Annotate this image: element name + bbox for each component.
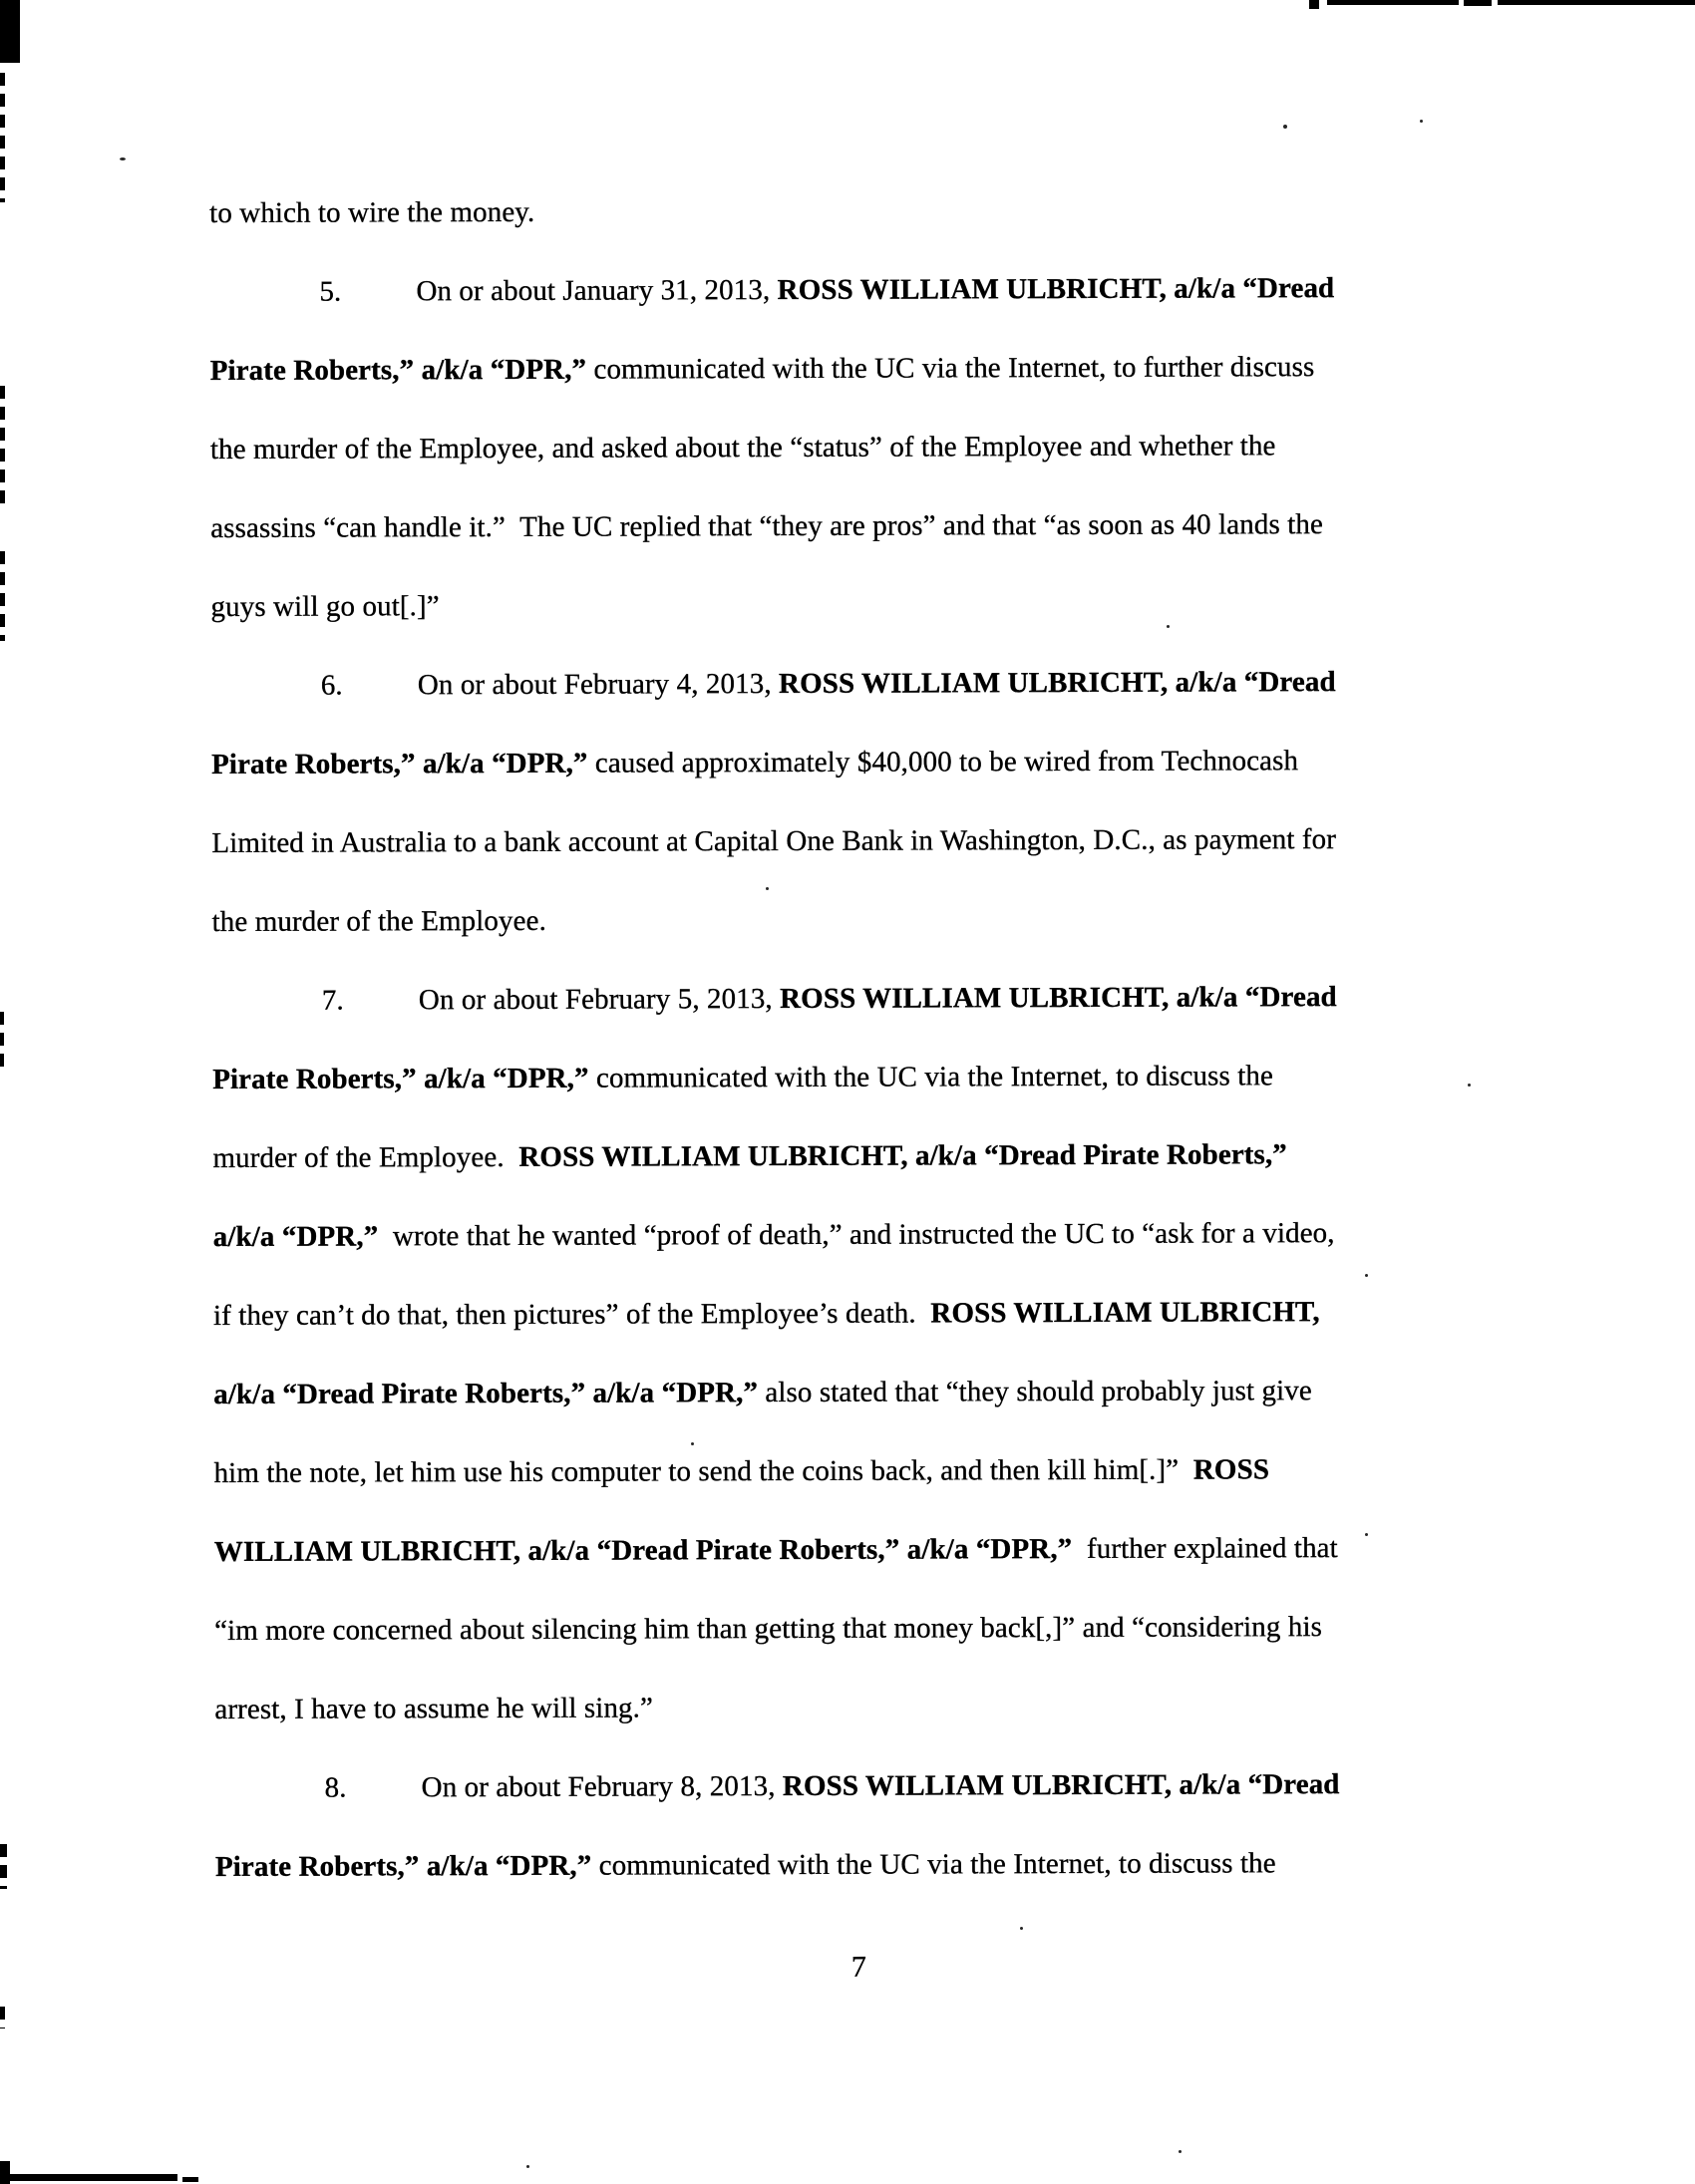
text-line: [213, 1193, 1539, 1277]
text-segment: murder of the Employee.: [212, 1140, 519, 1174]
scan-top-right-nub: [1309, 0, 1319, 9]
text-segment-bold: a/k/a “Dread Pirate Roberts,” a/k/a “DPR,”: [213, 1377, 759, 1410]
text-segment: if they can’t do that, then pictures” of the Employee’s death.: [212, 1297, 931, 1332]
scan-edge-left-dashes-3: [0, 551, 5, 641]
scan-edge-left-dashes-6: [0, 2007, 5, 2028]
text-line: [210, 563, 1536, 647]
document-text: [209, 169, 1541, 2009]
scan-speck: [1179, 2150, 1182, 2153]
text-segment-bold: ROSS WILLIAM ULBRICHT, a/k/a “Dread Pirate Roberts,”: [518, 1138, 1287, 1173]
text-segment: communicated with the UC via the Internet, to discuss the: [591, 1847, 1276, 1882]
text-line: [210, 484, 1536, 568]
scan-bottom-line: [0, 2174, 177, 2181]
text-segment: On or about January 31, 2013,: [416, 274, 778, 308]
text-segment-bold: WILLIAM ULBRICHT, a/k/a “Dread Pirate Roberts,” a/k/a “DPR,”: [213, 1532, 1073, 1568]
text-segment: guys will go out[.]”: [210, 590, 440, 623]
text-line: [212, 1036, 1538, 1119]
text-segment-bold: Pirate Roberts,” a/k/a “DPR,”: [209, 353, 587, 387]
text-segment: On or about February 5, 2013,: [418, 983, 781, 1017]
page-number: 7: [850, 1950, 866, 1984]
scan-top-right-line-3: [1498, 0, 1695, 5]
text-segment: wrote that he wanted “proof of death,” and instructed the UC to “ask for a video,: [378, 1217, 1335, 1253]
paragraph-number: 6.: [320, 669, 343, 702]
scan-top-right-line-2: [1464, 0, 1492, 6]
scan-edge-left-dashes-5: [0, 1844, 7, 1889]
text-segment-bold: a/k/a “DPR,”: [212, 1220, 379, 1253]
scan-bottom-line-tick: [182, 2177, 198, 2182]
text-line-paragraph-8-start: [215, 1744, 1541, 1828]
text-line: [211, 721, 1537, 804]
paragraph-number: 8.: [324, 1771, 347, 1804]
scan-edge-left-dashes-2: [0, 386, 5, 510]
text-segment: also stated that “they should probably just give: [757, 1375, 1312, 1409]
text-line: [215, 1823, 1541, 1907]
scan-speck: [526, 2165, 529, 2168]
scan-edge-left-dashes-4: [0, 1012, 4, 1070]
text-segment: the murder of the Employee.: [211, 904, 546, 938]
text-line: [214, 1666, 1540, 1749]
text-segment: On or about February 8, 2013,: [421, 1770, 783, 1804]
text-segment-bold: ROSS WILLIAM ULBRICHT, a/k/a “Dread: [777, 272, 1335, 307]
text-line: [210, 327, 1536, 411]
text-segment: him the note, let him use his computer to send the coins back, and then kill him[.]”: [213, 1453, 1193, 1489]
text-line: [213, 1351, 1539, 1434]
text-line-paragraph-5-start: [209, 248, 1535, 332]
text-line: [212, 1114, 1538, 1198]
scan-speck: [1420, 120, 1423, 123]
text-segment: to which to wire the money.: [209, 195, 535, 229]
text-line: [213, 1429, 1539, 1513]
text-segment-bold: Pirate Roberts,” a/k/a “DPR,”: [214, 1849, 592, 1883]
text-segment-bold: Pirate Roberts,” a/k/a “DPR,”: [211, 747, 588, 780]
text-segment: communicated with the UC via the Internet, to discuss the: [588, 1060, 1273, 1094]
scan-speck: [1283, 125, 1287, 129]
text-line: [211, 799, 1537, 883]
text-line: [211, 878, 1537, 962]
text-segment: further explained that: [1072, 1532, 1338, 1565]
text-segment: Limited in Australia to a bank account at Capital One Bank in Washington, D.C., as payment for: [211, 823, 1337, 859]
scan-edge-left-dashes-1: [0, 73, 5, 202]
text-line-paragraph-7-start: [212, 957, 1538, 1041]
text-line: [214, 1587, 1540, 1671]
scan-top-right-line-1: [1327, 0, 1459, 5]
text-segment-bold: ROSS WILLIAM ULBRICHT, a/k/a “Dread: [780, 981, 1337, 1016]
text-segment: communicated with the UC via the Internet, to further discuss: [586, 351, 1315, 386]
text-segment: the murder of the Employee, and asked about the “status” of the Employee and whether the: [209, 430, 1276, 466]
text-segment-bold: ROSS WILLIAM ULBRICHT,: [930, 1296, 1320, 1330]
text-segment: “im more concerned about silencing him than getting that money back[,]” and “considering his: [214, 1611, 1323, 1647]
text-segment-bold: ROSS: [1192, 1453, 1270, 1486]
text-segment-bold: ROSS WILLIAM ULBRICHT, a/k/a “Dread: [778, 666, 1336, 701]
paragraph-number: 5.: [319, 275, 342, 308]
text-segment-bold: ROSS WILLIAM ULBRICHT, a/k/a “Dread: [782, 1768, 1340, 1803]
text-line: [210, 406, 1536, 489]
text-line-paragraph-6-start: [211, 642, 1537, 726]
text-segment: assassins “can handle it.” The UC replied that “they are pros” and that “as soon as 40 lands the: [210, 508, 1323, 544]
text-segment: caused approximately $40,000 to be wired from Technocash: [587, 745, 1299, 780]
text-segment: arrest, I have to assume he will sing.”: [214, 1692, 654, 1725]
text-line: [214, 1508, 1540, 1592]
paragraph-number: 7.: [321, 984, 344, 1017]
text-line: [213, 1272, 1539, 1356]
scan-edge-top-left: [0, 0, 20, 63]
text-segment-bold: Pirate Roberts,” a/k/a “DPR,”: [212, 1062, 589, 1095]
scan-speck: [120, 157, 126, 160]
text-line: [209, 169, 1535, 253]
text-segment: On or about February 4, 2013,: [417, 668, 780, 702]
